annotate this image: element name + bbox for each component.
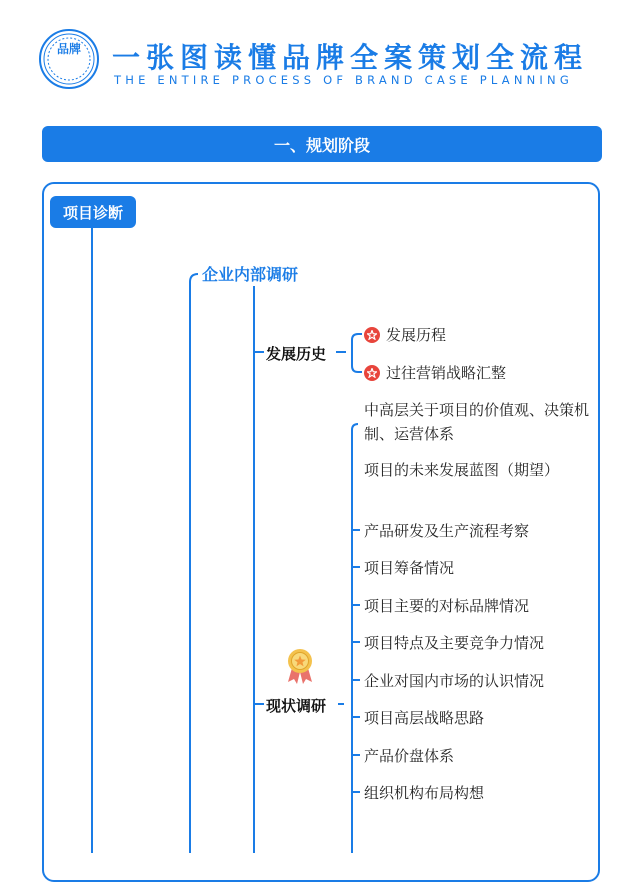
status-item: 中高层关于项目的价值观、决策机制、运营体系 (364, 401, 590, 443)
status-item: 项目主要的对标品牌情况 (364, 597, 530, 615)
status-item: 组织机构布局构想 (364, 784, 485, 802)
history-node: 发展历史 (266, 345, 327, 363)
status-node: 现状调研 (266, 697, 327, 715)
status-item: 项目特点及主要竞争力情况 (364, 634, 545, 652)
star-icon (364, 327, 380, 343)
star-icon (364, 365, 380, 381)
root-label: 项目诊断 (62, 203, 123, 222)
status-item: 产品研发及生产流程考察 (364, 522, 530, 540)
logo-text: 品牌 (57, 42, 82, 56)
history-item (364, 324, 446, 345)
history-item-label: 发展历程 (386, 326, 447, 344)
page-subtitle: THE ENTIRE PROCESS OF BRAND CASE PLANNING (114, 73, 573, 87)
page-title: 一张图读懂品牌全案策划全流程 (112, 41, 589, 74)
branch-node: 企业内部调研 (202, 265, 299, 284)
medal-icon (283, 646, 317, 690)
status-item: 产品价盘体系 (364, 747, 455, 765)
status-item: 项目筹备情况 (364, 559, 455, 577)
status-item: 企业对国内市场的认识情况 (364, 672, 545, 690)
history-item (364, 362, 506, 383)
status-item: 项目高层战略思路 (364, 709, 485, 727)
status-item: 项目的未来发展蓝图（期望） (364, 461, 560, 479)
root-node (50, 196, 136, 228)
phase-label: 一、规划阶段 (273, 135, 370, 155)
history-item-label: 过往营销战略汇整 (386, 364, 507, 382)
